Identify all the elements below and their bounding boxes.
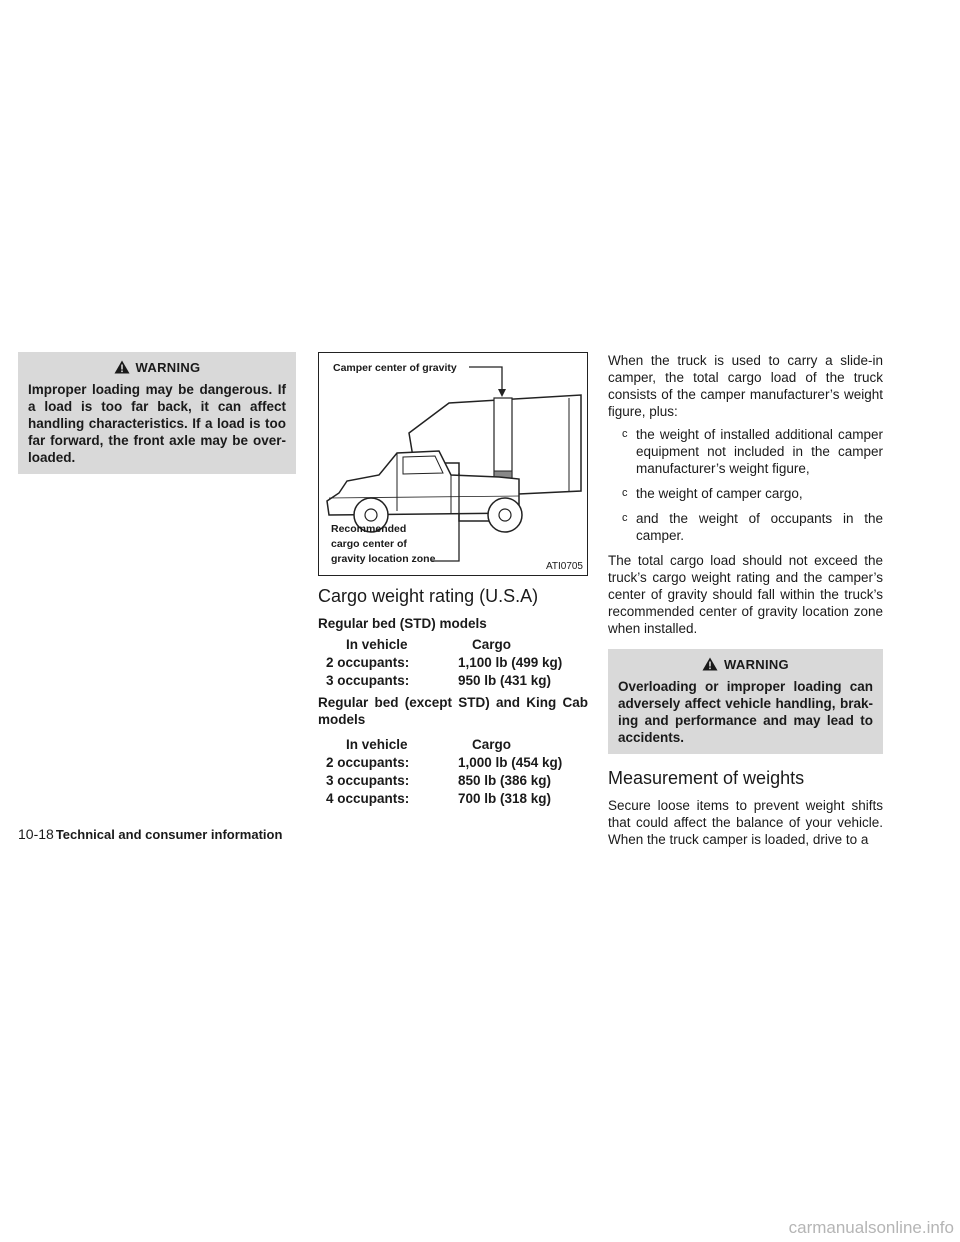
measurement-heading: Measurement of weights <box>608 768 805 788</box>
right-column <box>608 352 883 848</box>
camper-intro-paragraph: When the truck is used to carry a slide-in camper, the total cargo load of the truck consists of the camper manufacturer’s weight figure, plus: <box>608 353 883 419</box>
list-item <box>608 485 883 502</box>
warning-triangle-icon <box>702 657 718 671</box>
cargo-cell: 950 lb (431 kg) <box>458 673 552 688</box>
warning-triangle-icon <box>114 360 130 374</box>
warning-label: WARNING <box>724 656 789 672</box>
middle-column <box>318 352 588 812</box>
occupants-cell: 3 occupants: <box>326 673 410 688</box>
figure-label-recommended: Recommended <box>331 523 407 535</box>
figure-code: ATI0705 <box>545 561 583 572</box>
cargo-cell: 1,000 lb (454 kg) <box>458 755 563 770</box>
table-row <box>318 772 588 790</box>
warning-box-overloading <box>608 649 883 754</box>
section-title: Technical and consumer information <box>55 827 283 842</box>
column-header-vehicle: In vehicle <box>346 737 408 752</box>
page-number: 10-18 <box>18 826 54 842</box>
column-header-cargo: Cargo <box>472 737 512 752</box>
warning-text: Improper loading may be dangerous. If a load is too far back, it can affect handling characteristics. If a load is too far forward, the front axle may be over- loaded. <box>28 382 286 465</box>
table-row <box>318 790 588 808</box>
list-item <box>608 510 883 544</box>
list-item <box>608 426 883 477</box>
occupants-cell: 4 occupants: <box>326 791 410 806</box>
occupants-cell: 3 occupants: <box>326 773 410 788</box>
occupants-cell: 2 occupants: <box>326 655 410 670</box>
warning-text: Overloading or improper loading can adversely affect vehicle handling, brak- ing and performance and may lead to accidents. <box>618 679 873 745</box>
cargo-cell: 850 lb (386 kg) <box>458 773 552 788</box>
kingcab-models-title: Regular bed (except STD) and King Cab models <box>318 695 588 727</box>
watermark: carmanualsonline.info <box>788 1218 954 1237</box>
bullet-text: and the weight of occupants in the camper. <box>636 511 883 543</box>
figure-label-cargo-cog: cargo center of <box>331 538 407 550</box>
bullet-marker: c <box>622 487 628 499</box>
table-row <box>318 754 588 772</box>
figure-label-location-zone: gravity location zone <box>331 553 436 565</box>
cargo-cell: 700 lb (318 kg) <box>458 791 552 806</box>
camper-truck-figure <box>318 352 588 576</box>
table-header <box>318 736 588 754</box>
warning-box-loading <box>18 352 296 474</box>
total-cargo-paragraph: The total cargo load should not exceed the truck’s cargo weight rating and the camper’s center of gravity should fall within the truck’s recommended center of gravity location zone when installed. <box>608 553 883 636</box>
std-models-title: Regular bed (STD) models <box>318 616 487 631</box>
left-column <box>18 352 296 474</box>
cargo-rating-heading: Cargo weight rating (U.S.A) <box>318 586 539 606</box>
cargo-cell: 1,100 lb (499 kg) <box>458 655 563 670</box>
kingcab-cargo-table <box>318 736 588 808</box>
table-header <box>318 636 588 654</box>
figure-label-camper-cog: Camper center of gravity <box>333 362 457 374</box>
warning-label: WARNING <box>135 359 201 375</box>
bullet-text: the weight of installed additional camper equipment not included in the camper manufacturer’s weight figure, <box>636 427 883 476</box>
table-row <box>318 672 588 690</box>
measurement-paragraph: Secure loose items to prevent weight shifts that could affect the balance of your vehicle. When the truck camper is loaded, drive to a <box>608 798 883 847</box>
page-footer <box>18 826 282 842</box>
std-cargo-table <box>318 636 588 690</box>
bullet-marker: c <box>622 512 628 524</box>
table-row <box>318 654 588 672</box>
bullet-marker: c <box>622 428 628 440</box>
warning-header <box>28 356 286 378</box>
occupants-cell: 2 occupants: <box>326 755 410 770</box>
bullet-text: the weight of camper cargo, <box>636 486 803 501</box>
column-header-cargo: Cargo <box>472 637 512 652</box>
warning-header <box>618 653 873 675</box>
column-header-vehicle: In vehicle <box>346 637 408 652</box>
